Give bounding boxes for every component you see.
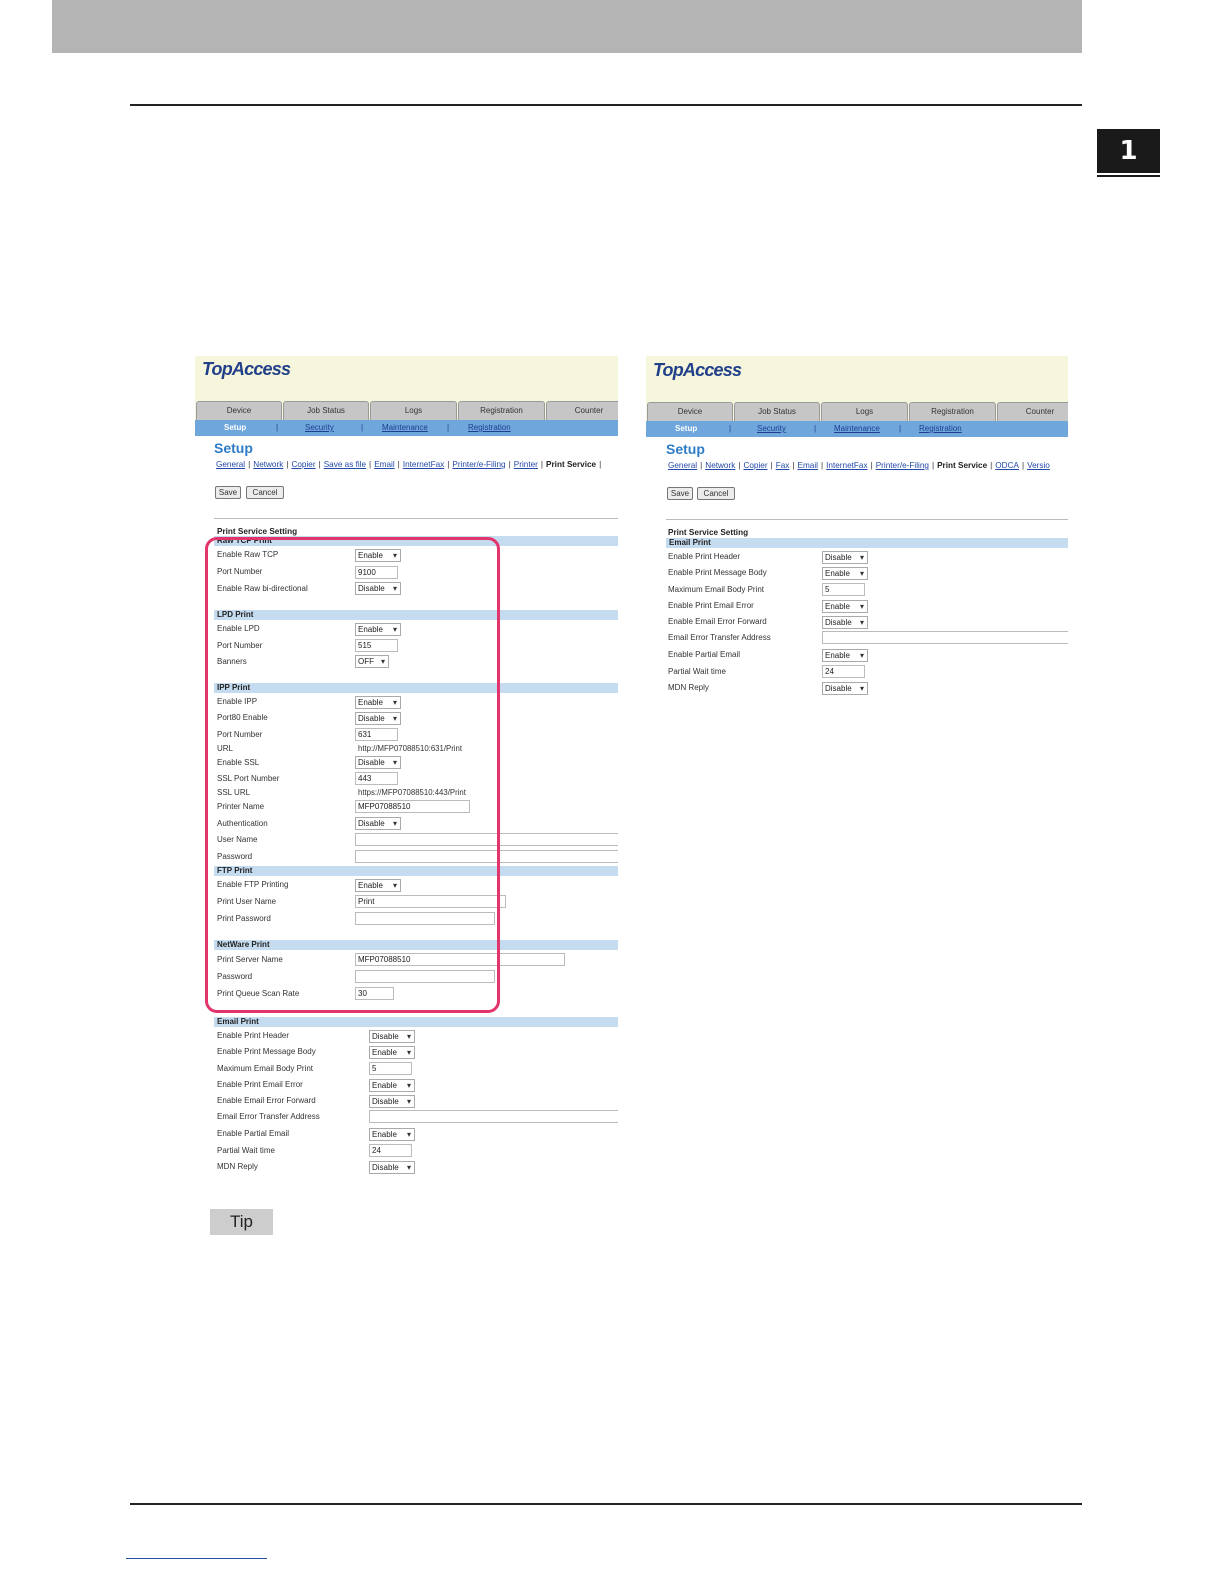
page-title: Setup	[666, 441, 705, 457]
scan-rate-input[interactable]: 30	[355, 987, 394, 1000]
tab-job-status[interactable]: Job Status	[734, 402, 820, 421]
raw-port-label: Port Number	[217, 567, 263, 576]
link-general[interactable]: General	[668, 461, 698, 470]
link-email[interactable]: Email	[374, 460, 395, 469]
link-network[interactable]: Network	[705, 461, 736, 470]
ftp-header: FTP Print	[214, 866, 618, 876]
subnav-separator: |	[729, 424, 732, 433]
divider	[666, 519, 1068, 520]
banners-label: Banners	[217, 657, 247, 666]
link-print-service[interactable]: Print Service	[546, 460, 597, 469]
subnav-setup[interactable]: Setup	[675, 424, 698, 433]
setup-links: General | Network | Copier | Save as file | Email | InternetFax | Printer/e-Filing | Printer | Print Service |	[216, 460, 602, 469]
ipp-port-label: Port Number	[217, 730, 263, 739]
max-body-label: Maximum Email Body Print	[217, 1064, 314, 1073]
enable-ssl-select[interactable]: Disable ▾	[355, 756, 401, 769]
lpd-header: LPD Print	[214, 610, 618, 620]
enable-ipp-select[interactable]: Enable ▾	[355, 696, 401, 709]
partial-email-label: Enable Partial Email	[668, 650, 741, 659]
chapter-tab: 1	[1097, 129, 1160, 173]
sub-nav	[646, 421, 1068, 437]
print-user-name-input[interactable]: Print	[355, 895, 506, 908]
print-header-label: Enable Print Header	[217, 1031, 290, 1040]
link-general[interactable]: General	[216, 460, 246, 469]
max-body-label: Maximum Email Body Print	[668, 585, 765, 594]
message-body-select[interactable]: Enable ▾	[822, 567, 868, 580]
page-title: Setup	[214, 440, 253, 456]
divider	[214, 518, 618, 519]
logo-band	[195, 356, 618, 399]
user-name-label: User Name	[217, 835, 258, 844]
netware-header: NetWare Print	[214, 940, 618, 950]
subnav-separator: |	[447, 423, 450, 432]
transfer-address-input[interactable]	[822, 631, 1068, 644]
ssl-url-label: SSL URL	[217, 788, 251, 797]
raw-tcp-header: Raw TCP Print	[214, 536, 618, 546]
link-odca[interactable]: ODCA	[995, 461, 1019, 470]
partial-email-label: Enable Partial Email	[217, 1129, 290, 1138]
ssl-port-label: SSL Port Number	[217, 774, 280, 783]
cancel-button[interactable]: Cancel	[697, 487, 735, 500]
screenshot-right	[646, 356, 1068, 701]
link-printer-efiling[interactable]: Printer/e-Filing	[452, 460, 506, 469]
netware-password-label: Password	[217, 972, 253, 981]
save-button[interactable]: Save	[215, 486, 241, 499]
raw-bidir-label: Enable Raw bi-directional	[217, 584, 308, 593]
enable-ssl-label: Enable SSL	[217, 758, 260, 767]
transfer-address-label: Email Error Transfer Address	[217, 1112, 320, 1121]
print-password-label: Print Password	[217, 914, 271, 923]
error-forward-label: Enable Email Error Forward	[668, 617, 767, 626]
subnav-security[interactable]: Security	[757, 424, 786, 433]
print-user-name-label: Print User Name	[217, 897, 277, 906]
link-network[interactable]: Network	[253, 460, 284, 469]
link-copier[interactable]: Copier	[743, 461, 768, 470]
error-forward-label: Enable Email Error Forward	[217, 1096, 316, 1105]
save-button[interactable]: Save	[667, 487, 693, 500]
mdn-reply-label: MDN Reply	[217, 1162, 258, 1171]
url-value: http://MFP07088510:631/Print	[358, 744, 463, 753]
header-band	[52, 0, 1082, 53]
email-error-label: Enable Print Email Error	[217, 1080, 303, 1089]
email-error-select[interactable]: Enable ▾	[369, 1079, 415, 1092]
port80-label: Port80 Enable	[217, 713, 268, 722]
authentication-select[interactable]: Disable ▾	[355, 817, 401, 830]
link-internetfax[interactable]: InternetFax	[402, 460, 445, 469]
print-header-select[interactable]: Disable ▾	[822, 551, 868, 564]
partial-email-select[interactable]: Enable ▾	[822, 649, 868, 662]
email-header: Email Print	[666, 538, 1068, 548]
wait-time-input[interactable]: 24	[369, 1144, 412, 1157]
tip-label: Tip	[210, 1209, 273, 1235]
scan-rate-label: Print Queue Scan Rate	[217, 989, 300, 998]
setup-links: General | Network | Copier | Fax | Email | InternetFax | Printer/e-Filing | Print Service | ODCA | Versio	[668, 461, 1050, 470]
link-version[interactable]: Versio	[1027, 461, 1050, 470]
raw-bidir-select[interactable]: Disable ▾	[355, 582, 401, 595]
topaccess-logo: TopAccess	[202, 359, 291, 379]
tab-logs[interactable]: Logs	[821, 402, 908, 421]
max-body-input[interactable]: 5	[369, 1062, 412, 1075]
printer-name-input[interactable]: MFP07088510	[355, 800, 470, 813]
tab-device[interactable]: Device	[647, 402, 733, 421]
mdn-reply-label: MDN Reply	[668, 683, 709, 692]
subnav-registration[interactable]: Registration	[468, 423, 511, 432]
logo-band	[646, 356, 1068, 400]
ssl-port-input[interactable]: 443	[355, 772, 398, 785]
message-body-label: Enable Print Message Body	[668, 568, 767, 577]
footer-link-underline[interactable]	[126, 1558, 267, 1559]
subnav-separator: |	[361, 423, 364, 432]
print-server-name-label: Print Server Name	[217, 955, 283, 964]
wait-time-label: Partial Wait time	[668, 667, 726, 676]
header-rule	[130, 104, 1082, 106]
section-title: Print Service Setting	[668, 528, 749, 537]
enable-ftp-label: Enable FTP Printing	[217, 880, 289, 889]
enable-ftp-select[interactable]: Enable ▾	[355, 879, 401, 892]
print-header-select[interactable]: Disable ▾	[369, 1030, 415, 1043]
tab-counter[interactable]: Counter	[997, 402, 1068, 421]
highlight-frame	[205, 537, 500, 1013]
enable-raw-tcp-label: Enable Raw TCP	[217, 550, 279, 559]
link-printer-efiling[interactable]: Printer/e-Filing	[875, 461, 929, 470]
subnav-separator: |	[276, 423, 279, 432]
error-forward-select[interactable]: Disable ▾	[369, 1095, 415, 1108]
link-fax[interactable]: Fax	[775, 461, 790, 470]
print-header-label: Enable Print Header	[668, 552, 741, 561]
ipp-header: IPP Print	[214, 683, 618, 693]
transfer-address-input[interactable]	[369, 1110, 618, 1123]
authentication-label: Authentication	[217, 819, 268, 828]
max-body-input[interactable]: 5	[822, 583, 865, 596]
subnav-security[interactable]: Security	[305, 423, 334, 432]
ipp-port-input[interactable]: 631	[355, 728, 398, 741]
error-forward-select[interactable]: Disable ▾	[822, 616, 868, 629]
email-error-label: Enable Print Email Error	[668, 601, 754, 610]
enable-ipp-label: Enable IPP	[217, 697, 258, 706]
mdn-reply-select[interactable]: Disable ▾	[822, 682, 868, 695]
banners-select[interactable]: OFF ▾	[355, 655, 389, 668]
tab-counter[interactable]: Counter	[546, 401, 618, 420]
link-save-as-file[interactable]: Save as file	[323, 460, 367, 469]
tab-registration[interactable]: Registration	[909, 402, 996, 421]
subnav-maintenance[interactable]: Maintenance	[382, 423, 428, 432]
lpd-port-input[interactable]: 515	[355, 639, 398, 652]
link-internetfax[interactable]: InternetFax	[826, 461, 868, 470]
message-body-label: Enable Print Message Body	[217, 1047, 316, 1056]
tab-device[interactable]: Device	[196, 401, 282, 420]
subnav-maintenance[interactable]: Maintenance	[834, 424, 880, 433]
link-print-service[interactable]: Print Service	[937, 461, 988, 470]
cancel-button[interactable]: Cancel	[246, 486, 284, 499]
enable-lpd-select[interactable]: Enable ▾	[355, 623, 401, 636]
transfer-address-label: Email Error Transfer Address	[668, 633, 771, 642]
lpd-port-label: Port Number	[217, 641, 263, 650]
link-email[interactable]: Email	[797, 461, 818, 470]
link-printer[interactable]: Printer	[513, 460, 538, 469]
footer-rule	[130, 1503, 1082, 1505]
port80-select[interactable]: Disable ▾	[355, 712, 401, 725]
password-label: Password	[217, 852, 253, 861]
mdn-reply-select[interactable]: Disable ▾	[369, 1161, 415, 1174]
top-tabs	[646, 400, 1068, 421]
link-copier[interactable]: Copier	[291, 460, 316, 469]
ssl-url-value: https://MFP07088510:443/Print	[358, 788, 466, 797]
url-label: URL	[217, 744, 234, 753]
subnav-separator: |	[899, 424, 902, 433]
wait-time-label: Partial Wait time	[217, 1146, 275, 1155]
enable-raw-tcp-select[interactable]: Enable ▾	[355, 549, 401, 562]
subnav-separator: |	[814, 424, 817, 433]
chapter-underline	[1097, 175, 1160, 177]
partial-email-select[interactable]: Enable ▾	[369, 1128, 415, 1141]
tab-job-status[interactable]: Job Status	[283, 401, 369, 420]
top-tabs	[195, 399, 618, 420]
tab-logs[interactable]: Logs	[370, 401, 457, 420]
email-error-select[interactable]: Enable ▾	[822, 600, 868, 613]
email-header: Email Print	[214, 1017, 618, 1027]
print-server-name-input[interactable]: MFP07088510	[355, 953, 565, 966]
topaccess-logo: TopAccess	[653, 360, 742, 380]
subnav-registration[interactable]: Registration	[919, 424, 962, 433]
wait-time-input[interactable]: 24	[822, 665, 865, 678]
tab-registration[interactable]: Registration	[458, 401, 545, 420]
message-body-select[interactable]: Enable ▾	[369, 1046, 415, 1059]
raw-port-input[interactable]: 9100	[355, 566, 398, 579]
enable-lpd-label: Enable LPD	[217, 624, 260, 633]
section-title: Print Service Setting	[217, 527, 298, 536]
printer-name-label: Printer Name	[217, 802, 265, 811]
sub-nav	[195, 420, 618, 436]
subnav-setup[interactable]: Setup	[224, 423, 247, 432]
